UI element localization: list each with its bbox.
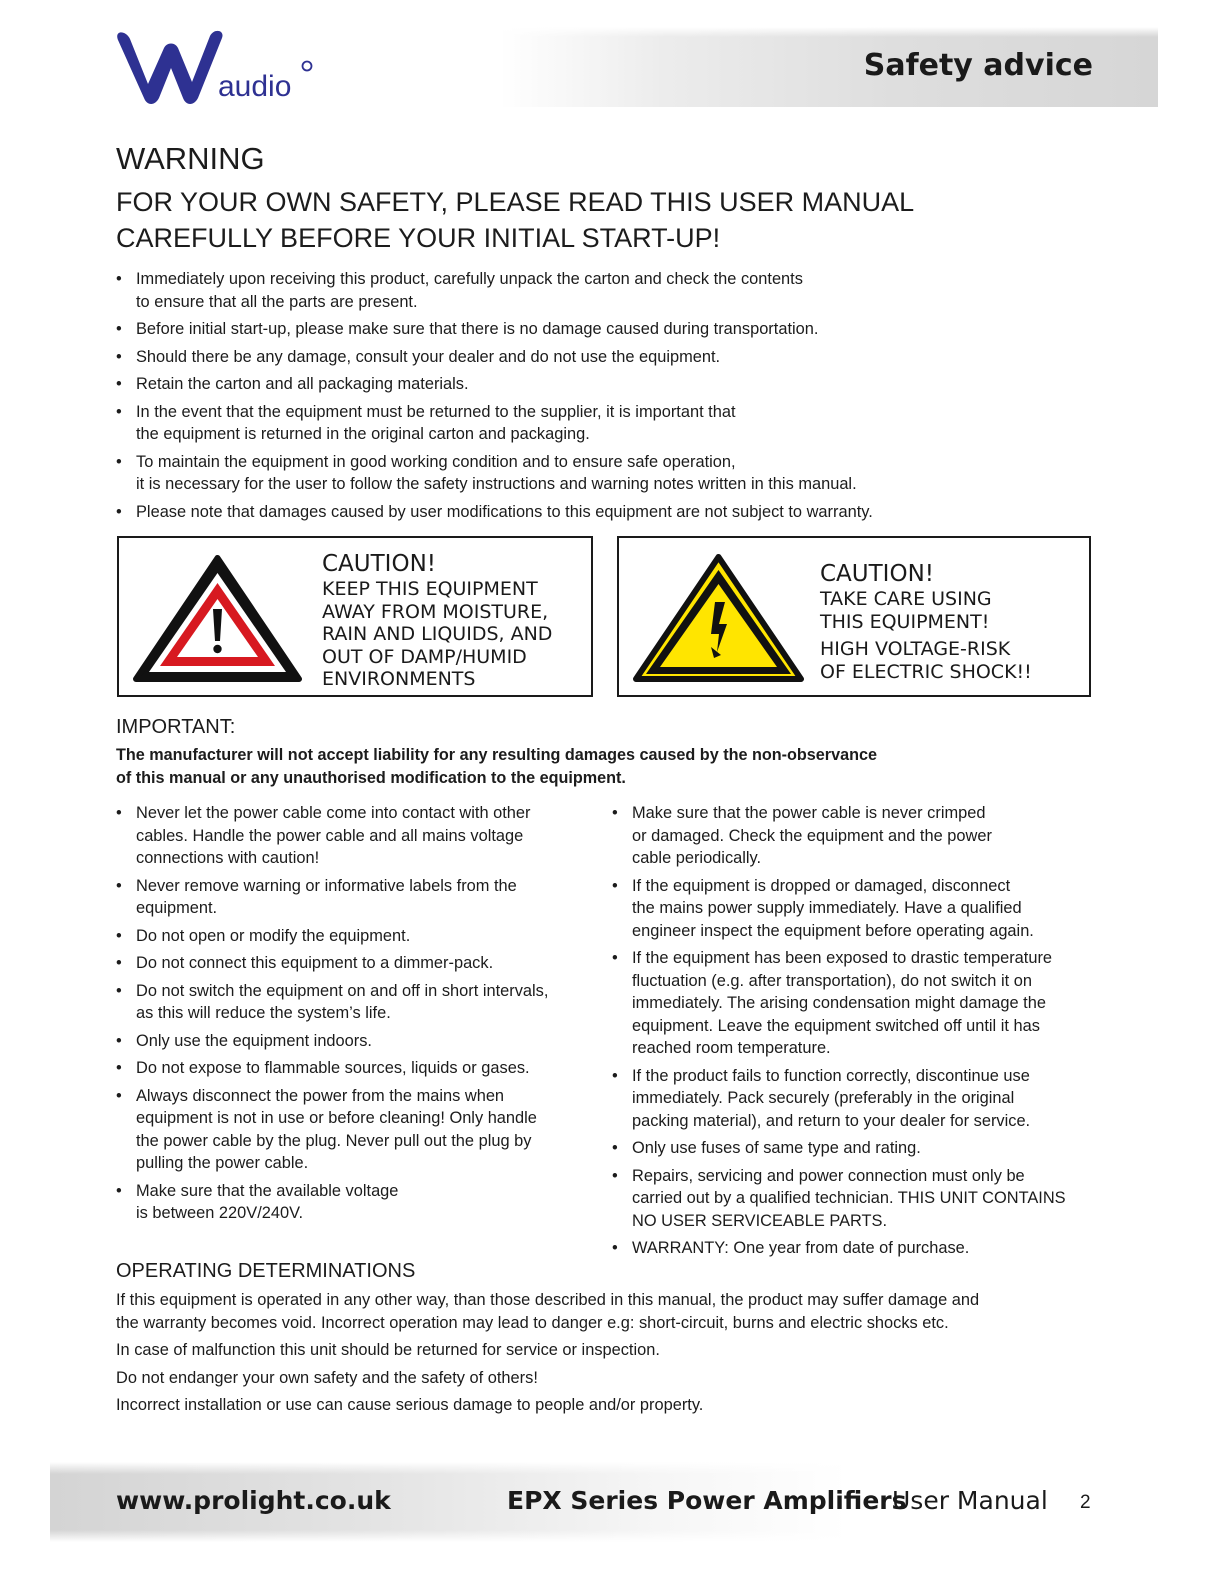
- paragraph: If this equipment is operated in any other way, than those described in this manual, the product may suffer damage and the warranty becomes void. Incorrect operation may lead to danger e.g: short-circuit, burns and electric shocks etc.: [116, 1291, 980, 1332]
- list-item: • To maintain the equipment in good working condition and to ensure safe operation, it is necessary for the user to follow the safety instructions and warning notes written in this manual.: [116, 451, 1076, 496]
- w-audio-logo: [112, 24, 327, 110]
- caution-moisture-box: [117, 536, 593, 697]
- left-bullet-list: [116, 802, 596, 1230]
- right-bullet-list: [612, 802, 1102, 1265]
- exclamation-warning-icon: [131, 553, 304, 686]
- footer-manual-label: User Manual: [892, 1486, 1048, 1515]
- list-item: • Make sure that the power cable is never crimped or damaged. Check the equipment and the power cable periodically.: [612, 802, 1102, 870]
- top-bullet-list: [116, 268, 1076, 528]
- list-item: • Only use fuses of same type and rating.: [612, 1137, 1102, 1160]
- list-item: • Always disconnect the power from the mains when equipment is not in use or before cleaning! Only handle the power cable by the plug. Never pull out the plug by pulling the power cable.: [116, 1085, 596, 1175]
- operating-text: [116, 1289, 1116, 1422]
- list-item: • If the product fails to function correctly, discontinue use immediately. Pack securely (preferably in the original packing material), and return to your dealer for service.: [612, 1065, 1102, 1133]
- warning-subtitle: FOR YOUR OWN SAFETY, PLEASE READ THIS USER MANUAL CAREFULLY BEFORE YOUR INITIAL START-UP!: [116, 187, 915, 253]
- list-item: • Retain the carton and all packaging materials.: [116, 373, 1076, 396]
- list-item: • If the equipment is dropped or damaged, disconnect the mains power supply immediately. Have a qualified engineer inspect the equipment before operating again.: [612, 875, 1102, 943]
- logo-audio-text: audio: [218, 70, 292, 103]
- important-text: The manufacturer will not accept liability for any resulting damages caused by the non-observance of this manual or any unauthorised modification to the equipment.: [116, 746, 878, 787]
- list-item: • Before initial start-up, please make sure that there is no damage caused during transportation.: [116, 318, 1076, 341]
- page-number: 2: [1080, 1492, 1091, 1513]
- list-item: • WARRANTY: One year from date of purchase.: [612, 1237, 1102, 1260]
- caution-voltage-risk: HIGH VOLTAGE-RISK OF ELECTRIC SHOCK!!: [820, 638, 1032, 683]
- warning-title: WARNING: [116, 141, 265, 176]
- list-item: • In the event that the equipment must be returned to the supplier, it is important that the equipment is returned in the original carton and packaging.: [116, 401, 1076, 446]
- logo-w-mark: [117, 31, 222, 104]
- caution-moisture-text: KEEP THIS EQUIPMENT AWAY FROM MOISTURE, RAIN AND LIQUIDS, AND OUT OF DAMP/HUMID ENVIRONMENTS: [322, 578, 553, 690]
- logo-degree-mark: [303, 62, 312, 71]
- list-item: • Do not connect this equipment to a dimmer-pack.: [116, 952, 596, 975]
- section-title: Safety advice: [863, 48, 1093, 83]
- list-item: • Do not open or modify the equipment.: [116, 925, 596, 948]
- list-item: • Repairs, servicing and power connection must only be carried out by a qualified technician. THIS UNIT CONTAINS NO USER SERVICEABLE PARTS.: [612, 1165, 1102, 1233]
- list-item: • If the equipment has been exposed to drastic temperature fluctuation (e.g. after transportation), do not switch it on immediately. The arising condensation might damage the equipment. Leave the equipment switched off until it has reached room temperature.: [612, 947, 1102, 1060]
- list-item: • Never let the power cable come into contact with other cables. Handle the power cable and all mains voltage connections with caution!: [116, 802, 596, 870]
- operating-title: OPERATING DETERMINATIONS: [116, 1260, 416, 1282]
- caution-voltage-box: [617, 536, 1091, 697]
- high-voltage-warning-icon: [631, 552, 806, 686]
- caution-voltage-title: CAUTION!: [820, 561, 934, 587]
- footer-product-name: EPX Series Power Amplifiers: [507, 1486, 907, 1515]
- list-item: • Please note that damages caused by user modifications to this equipment are not subject to warranty.: [116, 501, 1076, 524]
- list-item: • Make sure that the available voltage is between 220V/240V.: [116, 1180, 596, 1225]
- list-item: • Do not expose to flammable sources, liquids or gases.: [116, 1057, 596, 1080]
- list-item: • Do not switch the equipment on and off in short intervals, as this will reduce the system’s life.: [116, 980, 596, 1025]
- list-item: • Only use the equipment indoors.: [116, 1030, 596, 1053]
- paragraph: Incorrect installation or use can cause serious damage to people and/or property.: [116, 1396, 704, 1414]
- list-item: • Immediately upon receiving this product, carefully unpack the carton and check the contents to ensure that all the parts are present.: [116, 268, 1076, 313]
- caution-voltage-text: TAKE CARE USING THIS EQUIPMENT!: [820, 588, 992, 633]
- caution-moisture-title: CAUTION!: [322, 551, 436, 577]
- important-title: IMPORTANT:: [116, 716, 236, 738]
- footer-website-link[interactable]: www.prolight.co.uk: [116, 1486, 391, 1515]
- paragraph: Do not endanger your own safety and the safety of others!: [116, 1368, 538, 1387]
- list-item: • Never remove warning or informative labels from the equipment.: [116, 875, 596, 920]
- list-item: • Should there be any damage, consult your dealer and do not use the equipment.: [116, 346, 1076, 369]
- paragraph: In case of malfunction this unit should be returned for service or inspection.: [116, 1341, 660, 1359]
